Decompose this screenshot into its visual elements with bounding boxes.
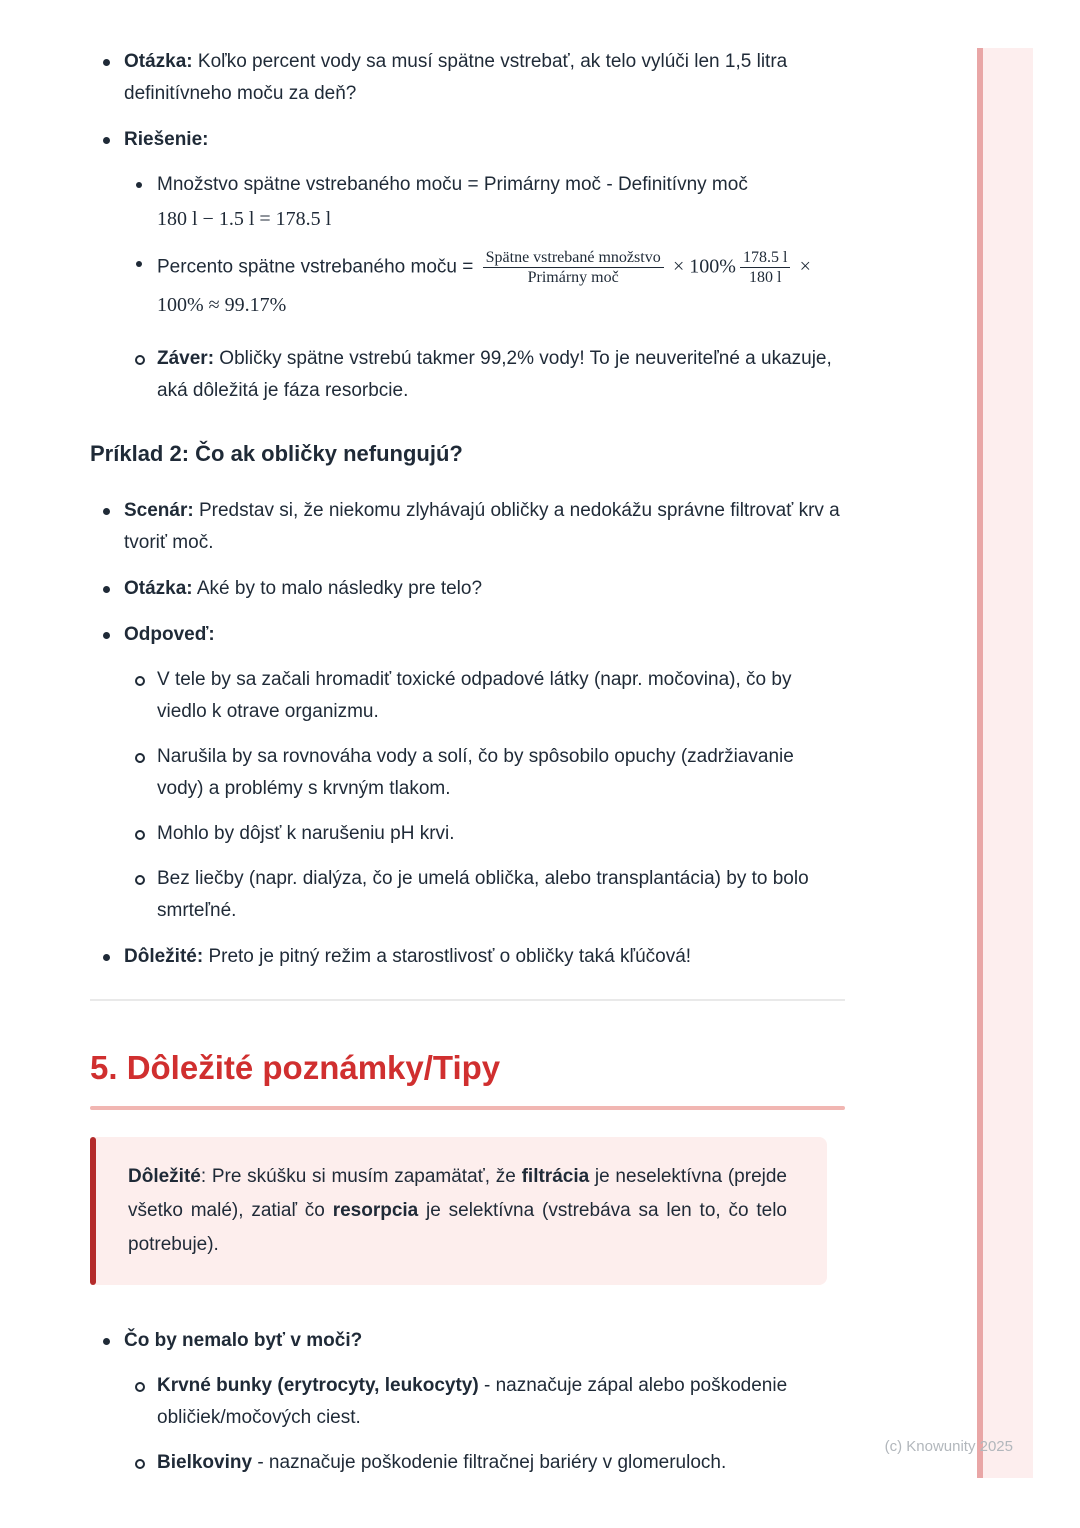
fraction-denominator: 180 l [740, 267, 790, 287]
list-item [124, 1447, 845, 1479]
list-item [124, 664, 845, 728]
question-label: Otázka: [124, 51, 193, 72]
fraction-denominator: Primárny moč [483, 267, 664, 287]
urine-item-text: - naznačuje poškodenie filtračnej bariéry v glomeruloch. [252, 1452, 727, 1473]
percent-result: 100% ≈ 99.17% [157, 294, 287, 316]
conclusion-text: Obličky spätne vstrebú takmer 99,2% vody! To je neuveriteľné a ukazuje, aká dôležitá je fáza resorbcie. [157, 348, 832, 401]
important-callout [90, 1137, 827, 1285]
example2-list [90, 495, 845, 973]
urine-question: Čo by nemalo byť v moči? [124, 1330, 363, 1351]
example2-heading: Príklad 2: Čo ak obličky nefungujú? [90, 441, 463, 466]
fraction-reabsorbed [483, 248, 664, 287]
list-item-answer [90, 619, 845, 927]
list-item-solution [90, 124, 845, 407]
conclusion-sublist [124, 343, 845, 407]
amount-text: Množstvo spätne vstrebaného moču = Primárny moč - Definitívny moč [157, 174, 748, 195]
callout-text: je neselektívna (prejde všetko malé), zatiaľ čo [128, 1166, 787, 1221]
scenario-text: Predstav si, že niekomu zlyhávajú obličky a nedokážu správne filtrovať krv a tvoriť moč. [124, 500, 840, 553]
urine-item-term: Krvné bunky (erytrocyty, leukocyty) [157, 1375, 479, 1396]
page-edge-decoration-line [977, 48, 983, 1478]
urine-item-term: Bielkoviny [157, 1452, 253, 1473]
question-label: Otázka: [124, 578, 193, 599]
callout-bold: resorpcia [332, 1200, 419, 1221]
copyright-footer: (c) Knowunity 2025 [884, 1438, 1013, 1455]
question-text: Koľko percent vody sa musí spätne vstrebať, ak telo vylúči len 1,5 litra definitívneho moču za deň? [124, 51, 788, 104]
conclusion-label: Záver: [157, 348, 215, 369]
important-label: Dôležité: [124, 946, 204, 967]
urine-list [90, 1325, 845, 1479]
list-item [124, 741, 845, 805]
question-text: Aké by to malo následky pre telo? [192, 578, 483, 599]
percent-text: Percento spätne vstrebaného moču = [157, 256, 479, 278]
answer-text: Narušila by sa rovnováha vody a solí, čo by spôsobilo opuchy (zadržiavanie vody) a problémy s krvným tlakom. [157, 746, 794, 799]
callout-text: je selektívna (vstrebáva sa len to, čo telo potrebuje). [128, 1200, 787, 1255]
fraction-numerator: Spätne vstrebané množstvo [485, 249, 661, 266]
fraction-numerator: 178.5 l [742, 249, 788, 266]
example1-list [90, 46, 845, 407]
times-sign: × [799, 255, 811, 278]
callout-text: : Pre skúšku si musím zapamätať, že [200, 1166, 522, 1187]
list-item-scenario [90, 495, 845, 559]
list-item-question [90, 46, 845, 110]
page-edge-decoration [977, 48, 1033, 1478]
urine-sublist [124, 1370, 845, 1479]
fraction-litres [740, 248, 790, 287]
section5-heading: 5. Dôležité poznámky/Tipy [90, 1049, 501, 1086]
answer-text: Mohlo by dôjsť k narušeniu pH krvi. [157, 823, 455, 844]
answer-sublist [124, 664, 845, 927]
scenario-label: Scenár: [124, 500, 194, 521]
document-content [90, 0, 845, 1479]
list-item [124, 863, 845, 927]
solution-label: Riešenie: [124, 129, 209, 150]
urine-item-text: - naznačuje zápal alebo poškodenie obličiek/močových ciest. [157, 1375, 788, 1428]
section5-heading-underline [90, 1106, 845, 1110]
list-item-amount [124, 169, 845, 235]
list-item-conclusion [124, 343, 845, 407]
section-divider [90, 999, 845, 1001]
list-item-question2 [90, 573, 845, 605]
list-item-percent [124, 248, 845, 321]
important-text: Preto je pitný režim a starostlivosť o obličky taká kľúčová! [203, 946, 692, 967]
list-item [124, 818, 845, 850]
times-100-percent: × 100% [672, 255, 736, 278]
list-item-important [90, 941, 845, 973]
solution-sublist [124, 169, 845, 321]
answer-text: V tele by sa začali hromadiť toxické odpadové látky (napr. močovina), čo by viedlo k otrave organizmu. [157, 669, 792, 722]
list-item [124, 1370, 845, 1434]
answer-label: Odpoveď: [124, 624, 215, 645]
callout-bold: Dôležité [128, 1166, 201, 1187]
callout-bold: filtrácia [521, 1166, 590, 1187]
answer-text: Bez liečby (napr. dialýza, čo je umelá oblička, alebo transplantácia) by to bolo smrteľné. [157, 868, 809, 921]
amount-formula: 180 l − 1.5 l = 178.5 l [157, 208, 332, 230]
list-item-urine-question [90, 1325, 845, 1479]
